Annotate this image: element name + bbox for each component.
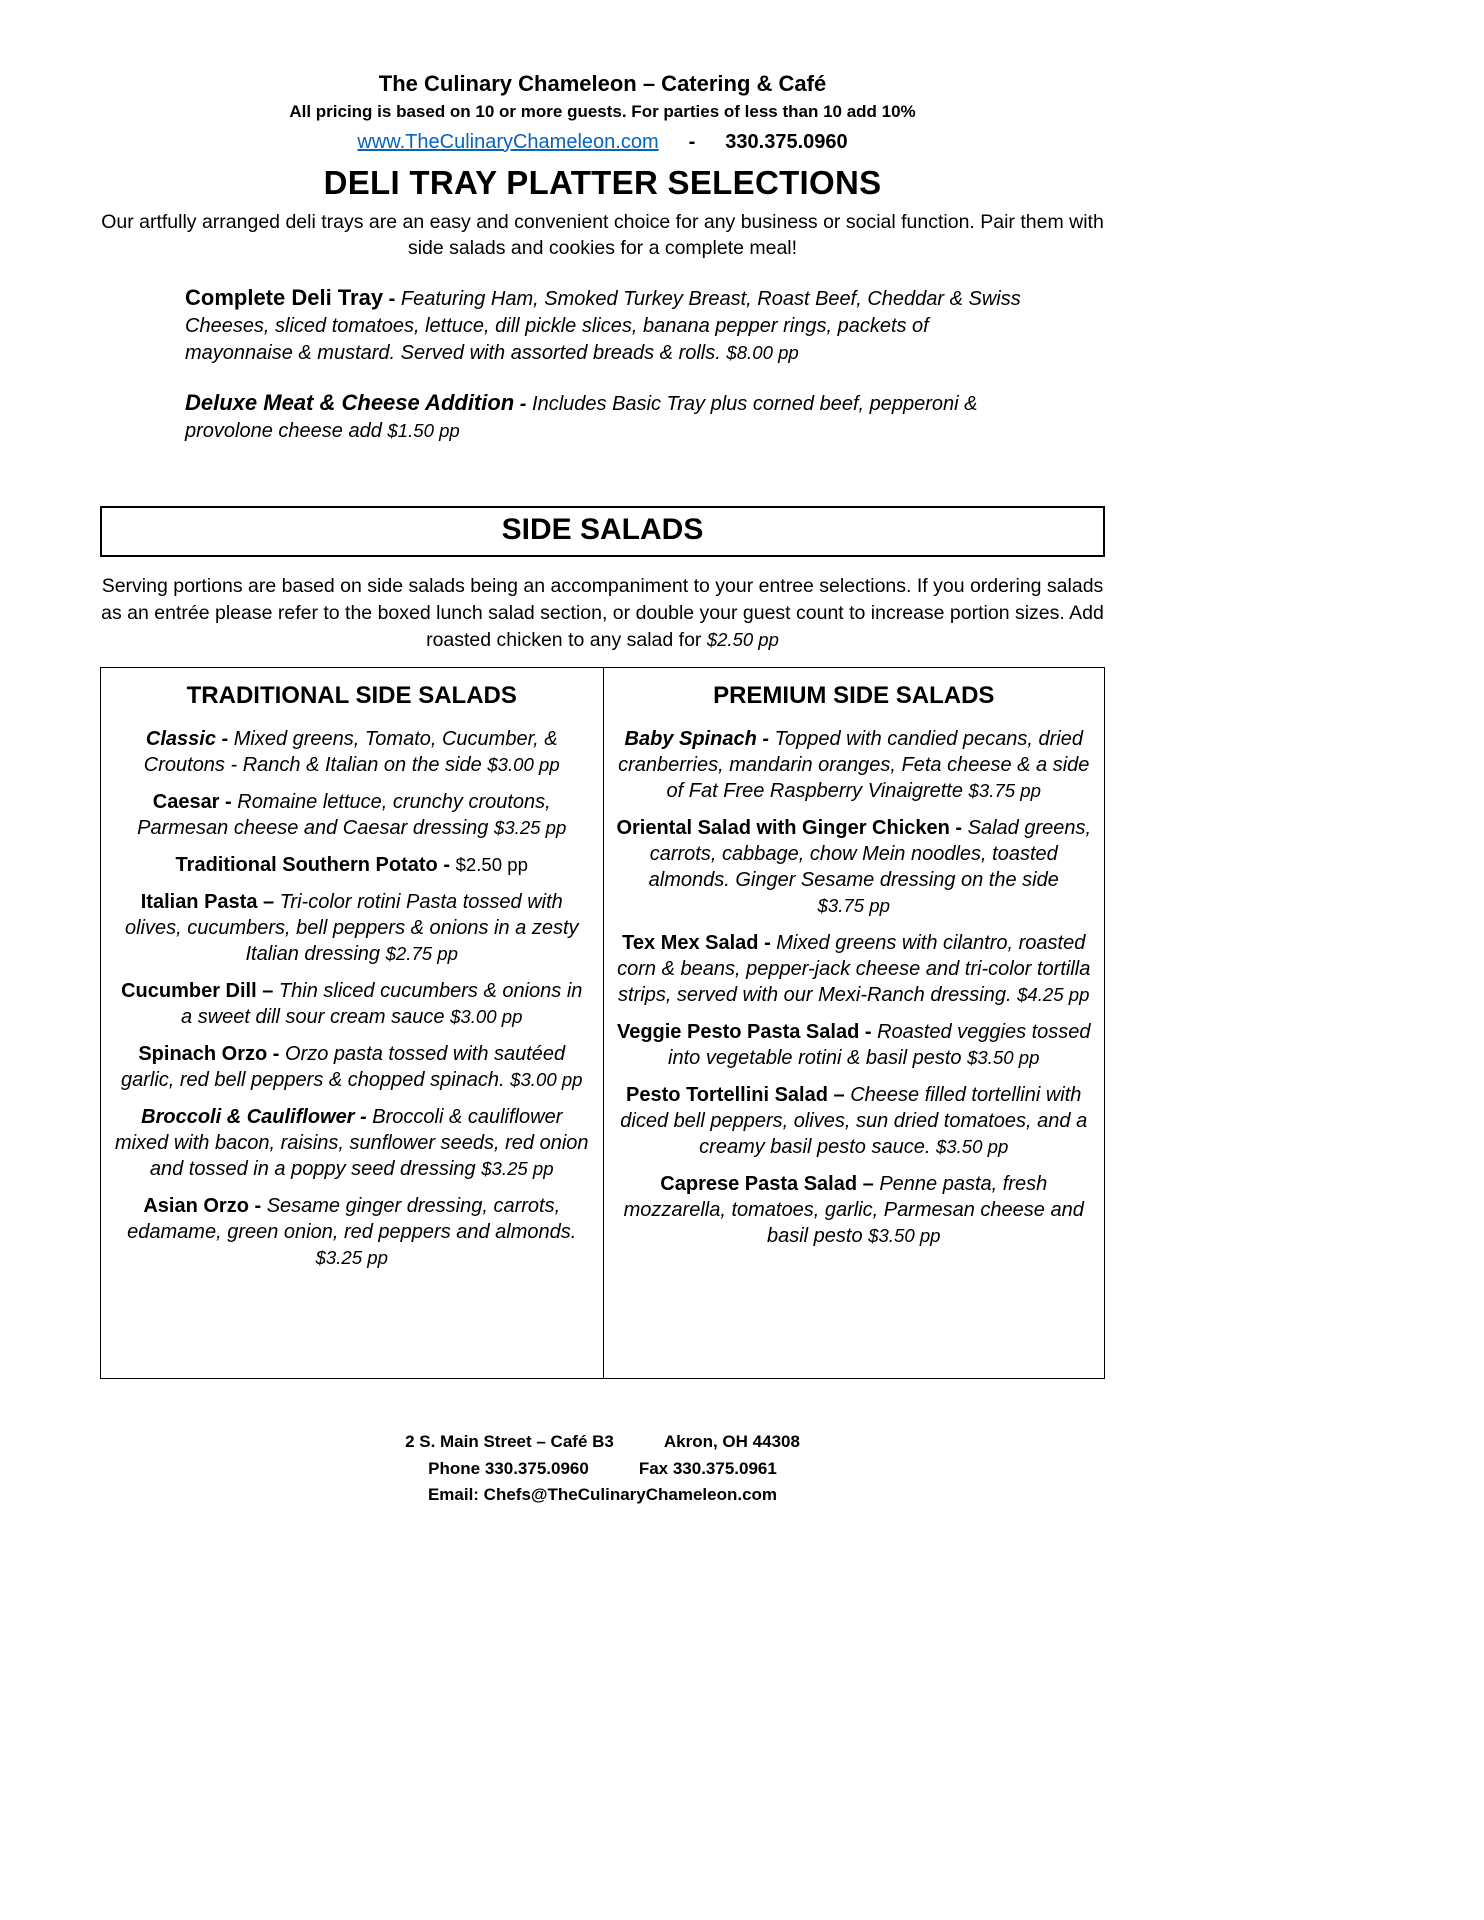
item-name: Cucumber Dill — [121, 980, 257, 1003]
item-name: Veggie Pesto Pasta Salad — [616, 1021, 860, 1044]
item-price: $3.75 pp — [968, 780, 1041, 802]
footer-address: 2 S. Main Street – Café B3 — [405, 1432, 614, 1452]
traditional-column-header: TRADITIONAL SIDE SALADS — [186, 682, 517, 710]
item-name: Traditional Southern Potato — [175, 854, 438, 877]
footer-phone: Phone 330.375.0960 — [428, 1458, 589, 1478]
item-price: $3.50 pp — [935, 1136, 1009, 1158]
item-price: $2.50 pp — [455, 854, 528, 876]
menu-item-complete-deli-tray — [185, 283, 1023, 368]
item-description: Broccoli & cauliflower mixed with bacon, raisins, sunflower seeds, red onion and tossed in a poppy seed dressing — [114, 1106, 589, 1181]
footer-line-address — [100, 1429, 1105, 1455]
item-description: Orzo pasta tossed with sautéed garlic, red bell peppers & chopped spinach. — [120, 1043, 566, 1092]
item-name: Italian Pasta — [140, 891, 258, 914]
item-price: $3.00 pp — [487, 754, 560, 776]
footer-fax: Fax 330.375.0961 — [638, 1458, 777, 1478]
item-description: Mixed greens, Tomato, Cucumber, & Croutons - Ranch & Italian on the side — [143, 728, 558, 777]
item-separator: - — [219, 791, 238, 814]
salad-item-tex-mex — [616, 930, 1093, 1008]
salad-item-cucumber-dill — [113, 978, 591, 1030]
item-name: Asian Orzo — [143, 1195, 249, 1218]
salad-table — [100, 667, 1105, 1379]
item-description: Salad greens, carrots, cabbage, chow Mein noodles, toasted almonds. Ginger Sesame dressing on the side — [648, 817, 1092, 892]
item-price: $3.75 pp — [817, 895, 890, 917]
contact-line — [100, 128, 1105, 156]
item-description: Cheese filled tortellini with diced bell peppers, olives, sun dried tomatoes, and a creamy basil pesto sauce. — [620, 1084, 1088, 1159]
item-price: $3.25 pp — [493, 817, 567, 839]
item-description: Thin sliced cucumbers & onions in a sweet dill sour cream sauce — [181, 980, 583, 1029]
item-name: Tex Mex Salad — [622, 932, 759, 955]
item-price: $8.00 pp — [726, 341, 799, 363]
item-name: Caesar — [152, 791, 220, 814]
salad-item-pesto-tortellini — [616, 1082, 1093, 1160]
side-salads-title: SIDE SALADS — [501, 512, 704, 546]
item-separator: – — [857, 1173, 880, 1196]
side-salads-title-box — [100, 506, 1105, 557]
item-description: Tri-color rotini Pasta tossed with olives, cucumbers, bell peppers & onions in a zesty Italian dressing — [124, 891, 579, 966]
item-price: $4.25 pp — [1017, 984, 1090, 1006]
premium-salads-column — [603, 668, 1105, 1378]
item-separator: - — [267, 1043, 286, 1066]
item-separator: – — [256, 980, 279, 1003]
traditional-salads-column — [101, 668, 603, 1378]
side-salads-intro — [100, 573, 1105, 655]
item-price: $3.25 pp — [315, 1247, 388, 1269]
page-footer — [100, 1429, 1105, 1508]
deli-intro: Our artfully arranged deli trays are an easy and convenient choice for any business or social function. Pair them with side salads and cookies for a complete meal! — [101, 210, 1104, 260]
item-name: Deluxe Meat & Cheese Addition — [185, 390, 515, 416]
document-header — [100, 70, 1105, 156]
item-description: Romaine lettuce, crunchy croutons, Parmesan cheese and Caesar dressing — [137, 791, 551, 840]
salad-item-spinach-orzo — [113, 1041, 591, 1093]
item-description: Topped with candied pecans, dried cranberries, mandarin oranges, Feta cheese & a side of Fat Free Raspberry Vinaigrette — [618, 728, 1090, 803]
salad-item-asian-orzo — [113, 1193, 591, 1271]
item-price: $3.50 pp — [868, 1225, 941, 1247]
salad-item-caesar — [113, 789, 591, 841]
footer-line-email — [100, 1482, 1105, 1508]
item-name: Broccoli & Cauliflower — [141, 1106, 355, 1129]
side-salads-section — [100, 506, 1105, 1380]
item-description: Penne pasta, fresh mozzarella, tomatoes, garlic, Parmesan cheese and basil pesto — [623, 1173, 1084, 1248]
item-price: $1.50 pp — [387, 420, 460, 442]
item-separator: - — [756, 728, 775, 751]
pricing-note: All pricing is based on 10 or more guests. For parties of less than 10 add 10% — [289, 101, 916, 121]
item-separator: - — [437, 854, 456, 877]
item-separator: – — [257, 891, 280, 914]
item-name: Classic — [145, 728, 216, 751]
salad-item-caprese-pasta — [616, 1171, 1093, 1249]
intro-price: $2.50 pp — [706, 629, 779, 651]
item-separator: - — [248, 1195, 267, 1218]
item-price: $2.75 pp — [385, 943, 458, 965]
item-name: Caprese Pasta Salad — [660, 1173, 858, 1196]
website-link[interactable]: www.TheCulinaryChameleon.com — [357, 130, 659, 153]
menu-item-deluxe-meat-cheese — [185, 388, 1023, 445]
deli-section-title: DELI TRAY PLATTER SELECTIONS — [323, 163, 882, 201]
item-separator: – — [827, 1084, 851, 1107]
item-name: Oriental Salad with Ginger Chicken — [616, 817, 950, 840]
item-description: Sesame ginger dressing, carrots, edamame, green onion, red peppers and almonds. — [127, 1195, 577, 1244]
premium-column-header: PREMIUM SIDE SALADS — [713, 682, 995, 710]
item-name: Spinach Orzo — [138, 1043, 268, 1066]
item-separator: - — [383, 287, 401, 310]
salad-item-italian-pasta — [113, 889, 591, 967]
item-name: Baby Spinach — [624, 728, 757, 751]
contact-separator: - — [688, 130, 696, 153]
item-name: Pesto Tortellini Salad — [626, 1084, 828, 1107]
item-price: $3.00 pp — [510, 1069, 583, 1091]
item-separator: - — [949, 817, 968, 840]
item-price: $3.00 pp — [450, 1006, 523, 1028]
salad-item-veggie-pesto-pasta — [616, 1019, 1093, 1071]
salad-item-classic — [113, 726, 591, 778]
salad-item-southern-potato — [113, 852, 591, 878]
item-price: $3.25 pp — [481, 1158, 554, 1180]
item-name: Complete Deli Tray — [185, 284, 384, 310]
intro-text: Serving portions are based on side salads being an accompaniment to your entree selections. If you ordering salads as an entrée please refer to the boxed lunch salad section, or double your guest count to increase portion sizes. Add roasted chicken to any salad for — [101, 574, 1104, 652]
item-description: Mixed greens with cilantro, roasted corn & beans, pepper-jack cheese and tri-color tortilla strips, served with our Mexi-Ranch dressing. — [617, 932, 1091, 1007]
business-name: The Culinary Chameleon – Catering & Café — [378, 71, 827, 96]
phone-number: 330.375.0960 — [725, 130, 848, 153]
item-price: $3.50 pp — [967, 1047, 1040, 1069]
deli-tray-section — [100, 164, 1105, 446]
footer-city: Akron, OH 44308 — [663, 1432, 800, 1452]
item-separator: - — [859, 1021, 878, 1044]
item-separator: - — [215, 728, 234, 751]
item-description: Roasted veggies tossed into vegetable rotini & basil pesto — [668, 1021, 1091, 1070]
item-separator: - — [758, 932, 777, 955]
salad-item-oriental-ginger-chicken — [616, 815, 1093, 919]
item-separator: - — [514, 393, 533, 416]
salad-item-broccoli-cauliflower — [113, 1104, 591, 1182]
footer-line-phone — [100, 1456, 1105, 1482]
footer-email: Email: Chefs@TheCulinaryChameleon.com — [427, 1485, 778, 1505]
page-content — [100, 0, 1105, 1508]
salad-item-baby-spinach — [616, 726, 1093, 804]
item-description: Featuring Ham, Smoked Turkey Breast, Roast Beef, Cheddar & Swiss Cheeses, sliced tomatoes, lettuce, dill pickle slices, banana pepper rings, packets of mayonnaise & mustard. Served with assorted breads & rolls. — [185, 287, 1021, 364]
item-separator: - — [354, 1106, 373, 1129]
item-description: Includes Basic Tray plus corned beef, pepperoni & provolone cheese add — [185, 393, 978, 443]
